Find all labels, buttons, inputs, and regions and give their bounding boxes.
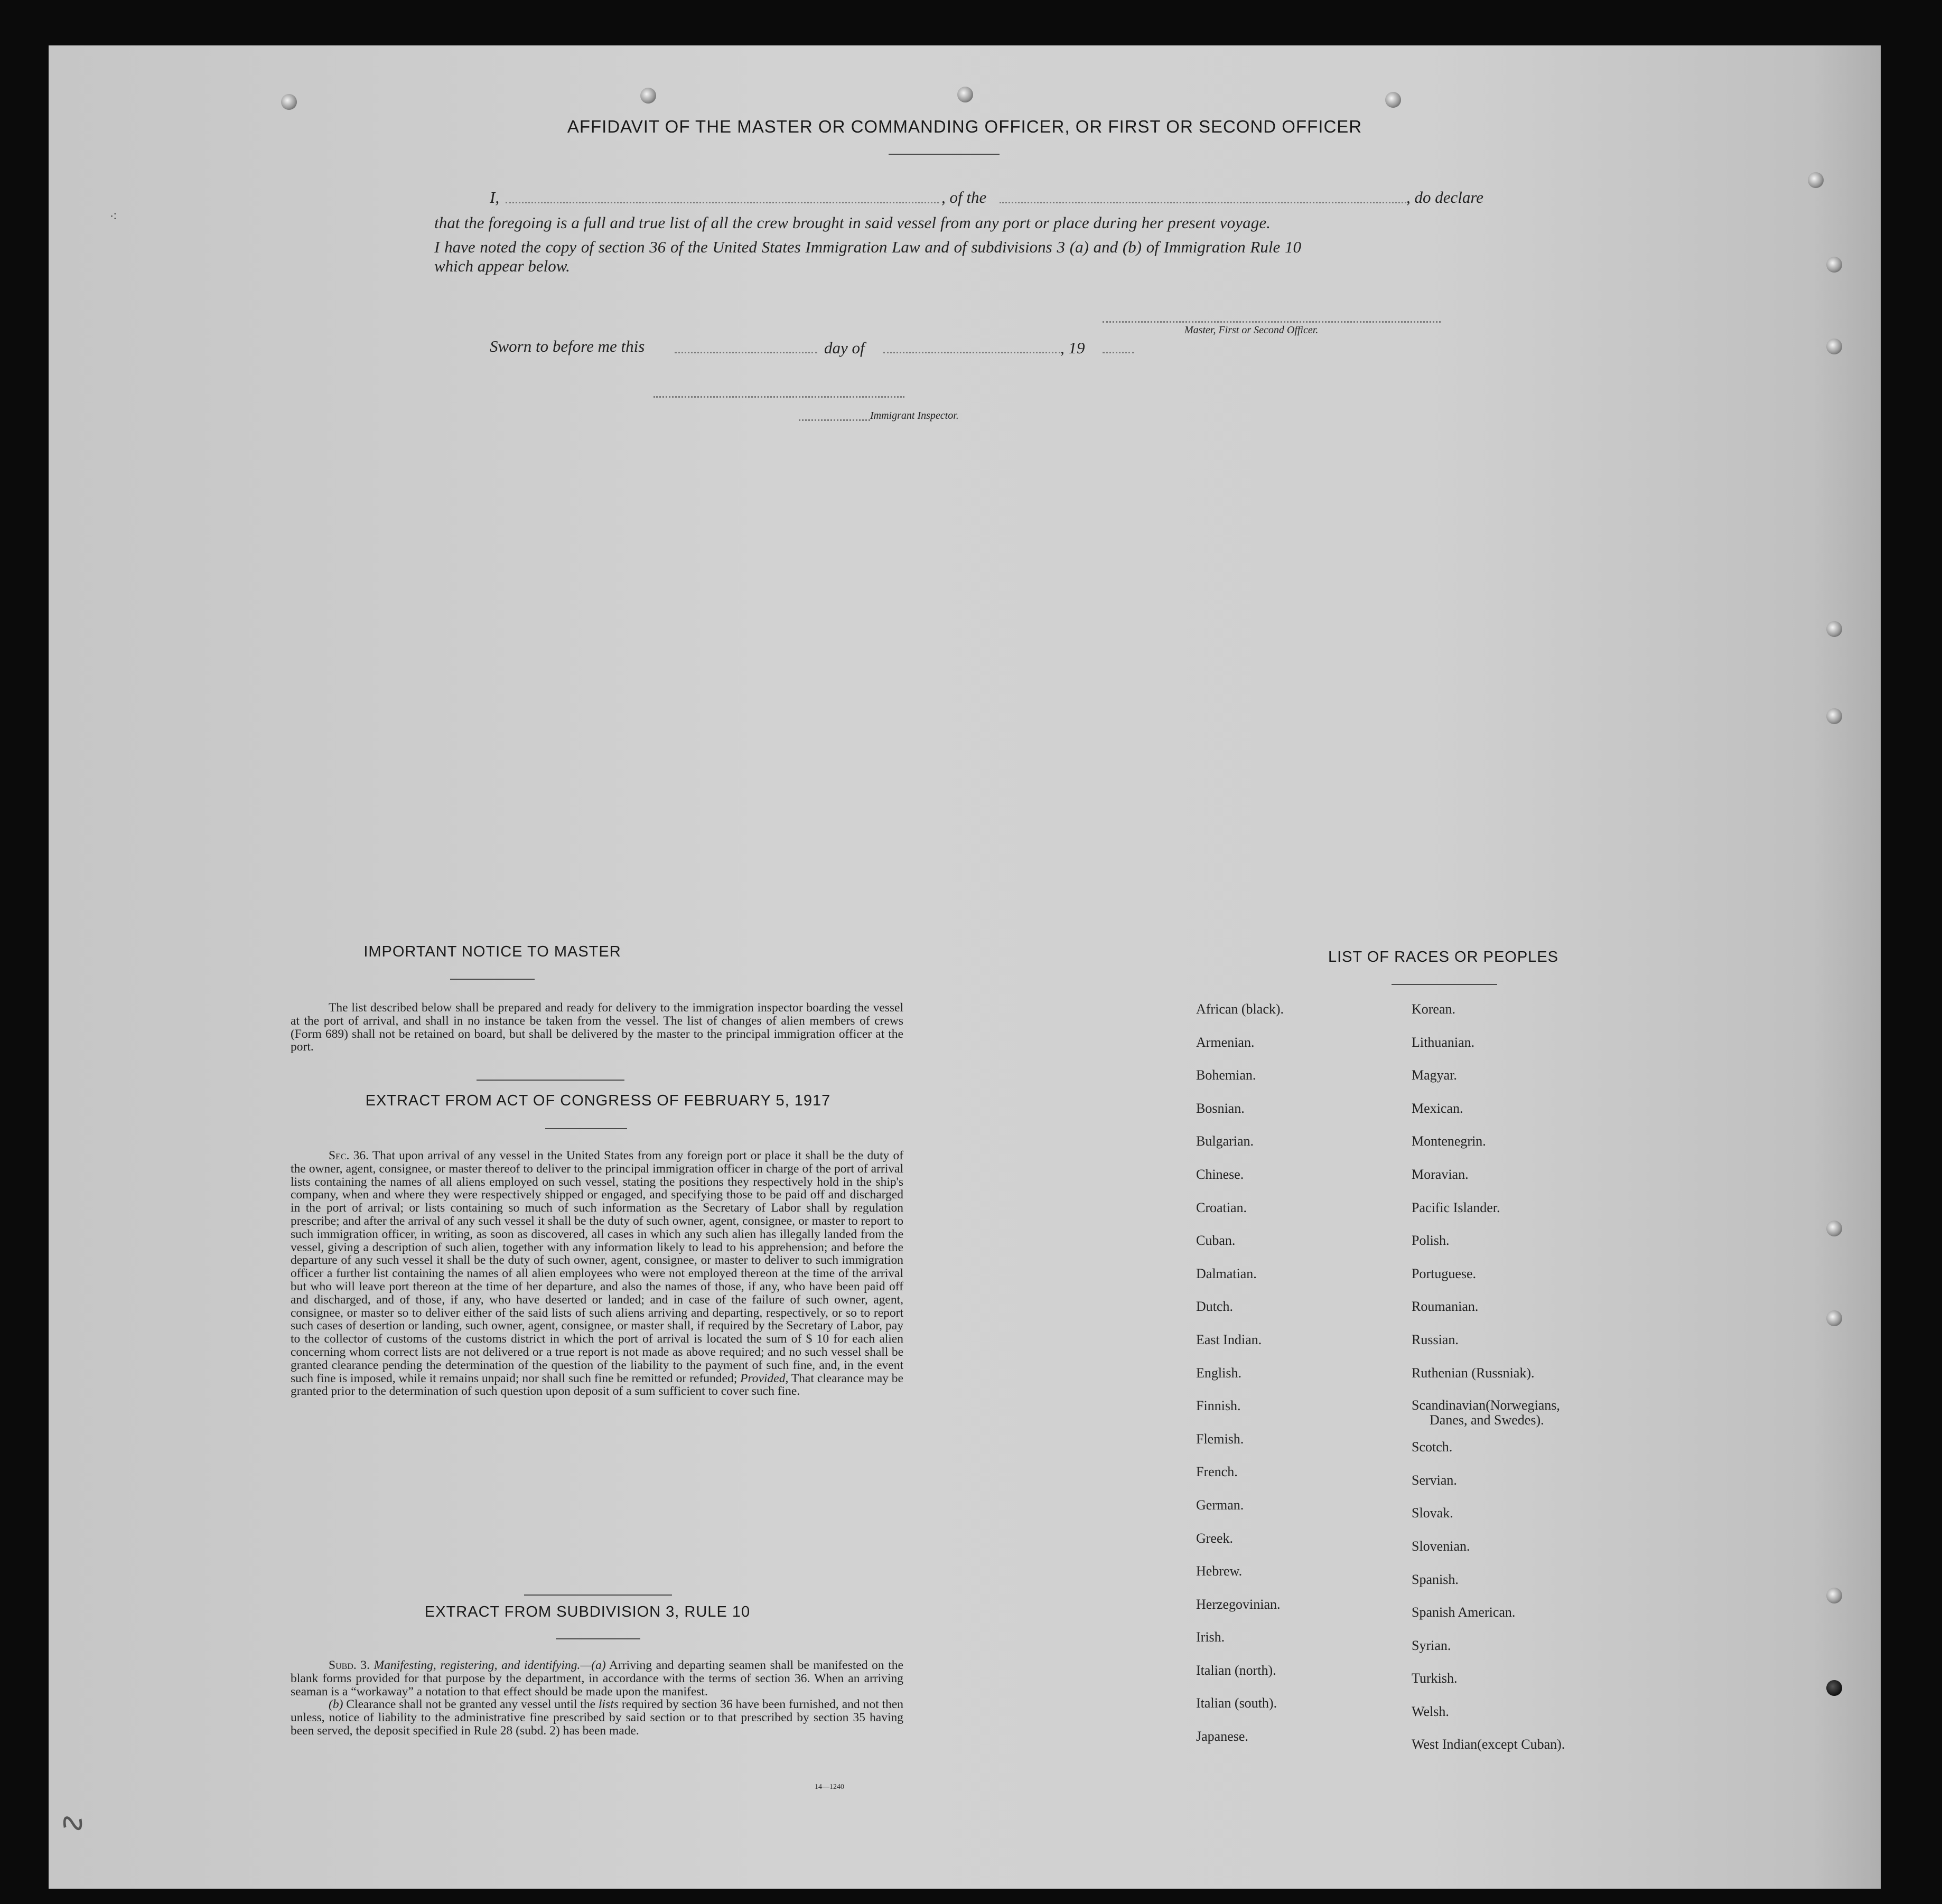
notice-heading: IMPORTANT NOTICE TO MASTER bbox=[363, 943, 621, 960]
text-a: Arriving and departing seamen shall be manifested on the blank forms provided for that purpose by the department, in accordance with the terms of section 36. When an arriving seaman is a “workaway” a notation to that effect should be made upon the manifest. bbox=[291, 1658, 903, 1699]
race-item: Polish. bbox=[1412, 1233, 1450, 1249]
race-item: Finnish. bbox=[1196, 1398, 1241, 1414]
race-item: Spanish. bbox=[1412, 1571, 1459, 1587]
race-item: Portuguese. bbox=[1412, 1265, 1477, 1281]
punch-hole bbox=[1808, 172, 1824, 188]
race-item: Hebrew. bbox=[1196, 1563, 1243, 1579]
race-item: Syrian. bbox=[1412, 1637, 1451, 1653]
race-item: Croatian. bbox=[1196, 1199, 1247, 1215]
punch-hole bbox=[640, 88, 656, 104]
act-extract-text bbox=[291, 1149, 903, 1398]
inspector-signature-blank[interactable] bbox=[653, 396, 904, 398]
rule-text-b bbox=[291, 1698, 903, 1737]
rule-heading-underline bbox=[556, 1638, 640, 1639]
sworn-month-blank[interactable] bbox=[883, 352, 1060, 353]
title-underline bbox=[889, 154, 1000, 155]
affidavit-line-4: which appear below. bbox=[434, 257, 570, 275]
text-b2: required by section 36 have been furnished, and not then unless, notice of liability to the administrative fine prescribed by said section or to that prescribed by section 35 having been served, the deposit specified in Rule 28 (subd. 2) has been made. bbox=[291, 1697, 904, 1738]
b-label: (b) bbox=[329, 1697, 343, 1712]
notice-text: The list described below shall be prepared and ready for delivery to the immigration inspector boarding the vessel at the port of arrival, and shall in no instance be taken from the vessel. The list of changes of alien members of crews (Form 689) shall not be retained on board, but shall be delivered by the master to the principal immigration officer at the port. bbox=[291, 1001, 903, 1054]
punch-hole bbox=[1826, 1221, 1842, 1236]
race-item: Pacific Islander. bbox=[1412, 1199, 1500, 1215]
subd-title: Manifesting, registering, and identifying.—(a) bbox=[374, 1658, 606, 1672]
race-item: Italian (north). bbox=[1196, 1662, 1276, 1678]
act-extract-paragraph bbox=[291, 1149, 903, 1398]
race-item: Italian (south). bbox=[1196, 1695, 1277, 1711]
race-item: English. bbox=[1196, 1365, 1241, 1381]
affidavit-declare-label: , do declare bbox=[1406, 188, 1484, 207]
race-item: Ruthenian (Russniak). bbox=[1412, 1365, 1535, 1381]
pencil-mark: ⁖ bbox=[109, 209, 118, 225]
act-divider bbox=[524, 1595, 672, 1596]
punch-hole bbox=[1826, 708, 1842, 724]
sworn-year-blank[interactable] bbox=[1103, 352, 1134, 353]
signature-caption: Master, First or Second Officer. bbox=[1184, 324, 1319, 336]
race-item: Russian. bbox=[1412, 1331, 1459, 1347]
form-sheet bbox=[49, 45, 1881, 1889]
punch-hole bbox=[281, 94, 297, 110]
act-heading-underline bbox=[545, 1128, 627, 1129]
affidavit-title: AFFIDAVIT OF THE MASTER OR COMMANDING OFFICER, OR FIRST OR SECOND OFFICER bbox=[567, 117, 1362, 136]
race-item: Montenegrin. bbox=[1412, 1133, 1486, 1149]
sec-label: Sec. 36. bbox=[329, 1149, 369, 1162]
race-item: Japanese. bbox=[1196, 1729, 1248, 1744]
race-item: Chinese. bbox=[1196, 1166, 1244, 1182]
inspector-caption-leader bbox=[799, 419, 870, 421]
race-item: Bosnian. bbox=[1196, 1100, 1245, 1116]
race-item bbox=[1412, 1398, 1565, 1439]
races-heading: LIST OF RACES OR PEOPLES bbox=[1328, 949, 1559, 965]
act-text-end: That clearance may be granted prior to the determination of such question upon deposit of a sum sufficient to cover such fine. bbox=[291, 1371, 903, 1399]
race-item: Moravian. bbox=[1412, 1166, 1469, 1182]
punch-hole bbox=[1826, 257, 1842, 273]
race-item: West Indian(except Cuban). bbox=[1412, 1737, 1565, 1752]
act-extract-heading: EXTRACT FROM ACT OF CONGRESS OF FEBRUARY 5, 1917 bbox=[365, 1092, 831, 1109]
form-number: 14—1240 bbox=[815, 1783, 844, 1791]
punch-hole bbox=[1826, 339, 1842, 354]
races-left-column bbox=[1196, 1001, 1284, 1762]
race-item-line: Danes, and Swedes). bbox=[1430, 1412, 1544, 1428]
race-item: Dalmatian. bbox=[1196, 1265, 1257, 1281]
race-item: German. bbox=[1196, 1497, 1244, 1513]
race-item: Slovenian. bbox=[1412, 1538, 1470, 1554]
notice-heading-underline bbox=[450, 979, 535, 980]
affidavit-of-the-label: , of the bbox=[941, 188, 987, 207]
affidavit-i-label: I, bbox=[490, 188, 500, 207]
race-item: Mexican. bbox=[1412, 1100, 1463, 1116]
rule-extract-heading: EXTRACT FROM SUBDIVISION 3, RULE 10 bbox=[424, 1603, 751, 1620]
sworn-day-blank[interactable] bbox=[675, 352, 817, 353]
punch-hole bbox=[1826, 1310, 1842, 1326]
sworn-prefix: Sworn to before me this bbox=[490, 337, 645, 355]
race-item-line: Scandinavian(Norwegians, bbox=[1412, 1397, 1560, 1413]
race-item: Scotch. bbox=[1412, 1439, 1453, 1455]
punch-hole bbox=[1826, 621, 1842, 637]
lists-word: lists bbox=[599, 1697, 619, 1712]
subd-label: Subd. 3. bbox=[329, 1658, 370, 1672]
signature-blank[interactable] bbox=[1103, 321, 1441, 323]
punch-hole bbox=[1826, 1588, 1842, 1603]
race-item: Herzegovinian. bbox=[1196, 1596, 1281, 1612]
race-item: Magyar. bbox=[1412, 1067, 1457, 1083]
affidavit-line-3: I have noted the copy of section 36 of the United States Immigration Law and of subdivisions 3 (a) and (b) of Immigration Rule 10 bbox=[434, 238, 1301, 256]
race-item: Bohemian. bbox=[1196, 1067, 1256, 1083]
race-item: Slovak. bbox=[1412, 1505, 1453, 1521]
act-text: That upon arrival of any vessel in the United States from any foreign port or place it shall be the duty of the owner, agent, consignee, or master thereof to deliver to the principal immigration officer in charge of the port of arrival lists containing the names of all aliens employed on such vessel, stating the positions they respectively hold in the ship's company, when and where they were respectively shipped or engaged, and specifying those to be paid off and discharged in the port of arrival; or lists containing so much of such information as the Secretary of Labor shall by regulation prescribe; and after the arrival of any such vessel it shall be the duty of such owner, agent, consignee, or master to report to such immigration officer, in writing, as soon as discovered, all cases in which any such alien has illegally landed from the vessel, giving a description of such alien, together with any information likely to lead to his apprehension; and before the departure of any such vessel it shall be the duty of such owner, agent, consignee, or master to deliver to such immigration officer a further list containing the names of all alien employees who were not employed thereon at the time of the arrival but who will leave port thereon at the time of her departure, and also the names of those, if any, who have been paid off and discharged, and of those, if any, who have deserted or landed; and in case of the failure of such owner, agent, consignee, or master so to deliver either of the said lists of such aliens arriving and departing, respectively, or so to report such cases of desertion or landing, such owner, agent, consignee, or master shall, if required by the Secretary of Labor, pay to the collector of customs of the customs district in which the port of arrival is located the sum of $ 10 for each alien concerning whom correct lists are not delivered or a true report is not made as above required; and no such vessel shall be granted clearance pending the determination of the question of the liability to the payment of such fine, and, in the event such fine is imposed, while it remains unpaid; nor shall such fine be remitted or refunded; bbox=[291, 1149, 904, 1385]
race-item: Irish. bbox=[1196, 1629, 1225, 1645]
notice-divider bbox=[477, 1080, 624, 1081]
sworn-year-label: , 19 bbox=[1060, 339, 1085, 357]
races-right-column bbox=[1412, 1001, 1565, 1770]
page-edge-shadow bbox=[1812, 45, 1881, 1889]
race-item: Flemish. bbox=[1196, 1431, 1244, 1447]
race-item: Dutch. bbox=[1196, 1299, 1234, 1315]
race-item: French. bbox=[1196, 1464, 1238, 1480]
punch-hole bbox=[1385, 92, 1401, 108]
race-item: East Indian. bbox=[1196, 1331, 1262, 1347]
race-item: Turkish. bbox=[1412, 1671, 1458, 1686]
race-item: Spanish American. bbox=[1412, 1605, 1516, 1620]
punch-hole bbox=[957, 87, 973, 102]
race-item: Welsh. bbox=[1412, 1703, 1449, 1719]
affidavit-line-2: that the foregoing is a full and true list of all the crew brought in said vessel from any port or place during her present voyage. bbox=[434, 213, 1271, 232]
rule-extract-paragraph bbox=[291, 1659, 903, 1738]
sworn-day-of: day of bbox=[824, 339, 865, 357]
punch-hole bbox=[1826, 1680, 1842, 1696]
vessel-blank[interactable] bbox=[1000, 202, 1406, 203]
provided-word: Provided, bbox=[740, 1371, 789, 1385]
text-b1: Clearance shall not be granted any vessel until the bbox=[346, 1697, 596, 1712]
name-blank[interactable] bbox=[506, 202, 939, 203]
race-item: Cuban. bbox=[1196, 1233, 1236, 1249]
race-item: Roumanian. bbox=[1412, 1299, 1479, 1315]
race-item: Servian. bbox=[1412, 1472, 1457, 1488]
races-heading-underline bbox=[1392, 984, 1497, 985]
race-item: Armenian. bbox=[1196, 1034, 1255, 1050]
race-item: Greek. bbox=[1196, 1530, 1234, 1546]
race-item: Bulgarian. bbox=[1196, 1133, 1254, 1149]
race-item: Korean. bbox=[1412, 1001, 1456, 1017]
notice-paragraph bbox=[291, 1001, 903, 1054]
rule-text-a bbox=[291, 1659, 903, 1698]
inspector-caption: Immigrant Inspector. bbox=[870, 410, 959, 421]
race-item: Lithuanian. bbox=[1412, 1034, 1475, 1050]
pencil-mark: ∿ bbox=[53, 1800, 91, 1845]
race-item: African (black). bbox=[1196, 1001, 1284, 1017]
